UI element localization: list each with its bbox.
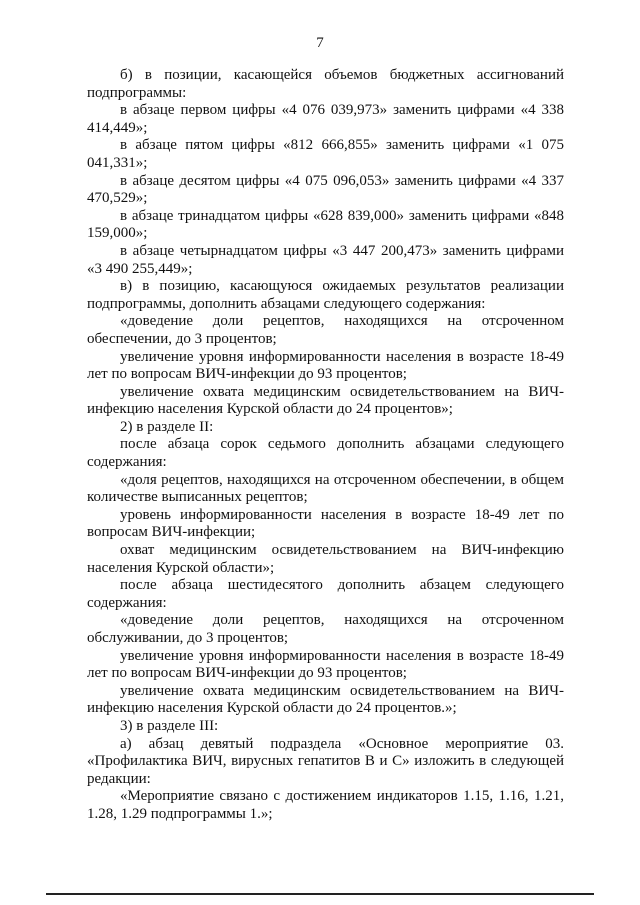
paragraph-result-coverage: увеличение охвата медицинским освидетельствованием на ВИЧ-инфекцию населения Курской области до 24 процентов.»; [87,682,564,717]
paragraph-coverage-increase: увеличение охвата медицинским освидетельствованием на ВИЧ-инфекцию населения Курской области до 24 процентов»; [87,383,564,418]
paragraph-after-60: после абзаца шестидесятого дополнить абзацем следующего содержания: [87,577,564,611]
page-number: 7 [316,35,324,51]
paragraph-section-iii: 3) в разделе III: [120,717,219,734]
paragraph-result-prescriptions: «доведение доли рецептов, находящихся на отсроченном обслуживании, до 3 процентов; [87,612,564,646]
paragraph-awareness-increase: увеличение уровня информированности населения в возрасте 18-49 лет по вопросам ВИЧ-инфекции до 93 процентов; [87,348,564,383]
paragraph-expected-results: в) в позицию, касающуюся ожидаемых результатов реализации подпрограммы, дополнить абзацами следующего содержания: [87,278,564,312]
paragraph-result-awareness: увеличение уровня информированности населения в возрасте 18-49 лет по вопросам ВИЧ-инфекции до 93 процентов; [87,647,564,682]
paragraph-budget-position: б) в позиции, касающейся объемов бюджетных ассигнований подпрограммы: [87,67,564,101]
document-body [87,67,564,824]
paragraph-amendment-thirteenth: в абзаце тринадцатом цифры «628 839,000» заменить цифрами «848 159,000»; [87,207,564,242]
paragraph-after-47: после абзаца сорок седьмого дополнить абзацами следующего содержания: [87,436,564,471]
paragraph-indicator-prescriptions: «доля рецептов, находящихся на отсроченном обеспечении, в общем количестве выписанных рецептов; [87,471,564,506]
paragraph-amendment-fifth: в абзаце пятом цифры «812 666,855» заменить цифрами «1 075 041,331»; [87,137,564,171]
paragraph-prescriptions-share: «доведение доли рецептов, находящихся на отсроченном обеспечении, до 3 процентов; [87,313,564,347]
paragraph-indicators-link: «Мероприятие связано с достижением индикаторов 1.15, 1.16, 1.21, 1.28, 1.29 подпрограммы 1.»; [87,788,564,822]
paragraph-indicator-coverage: охват медицинским освидетельствованием на ВИЧ-инфекцию населения Курской области»; [87,542,564,576]
paragraph-amendment-first: в абзаце первом цифры «4 076 039,973» заменить цифрами «4 338 414,449»; [87,102,564,136]
paragraph-subsection-ninth: а) абзац девятый подраздела «Основное мероприятие 03. «Профилактика ВИЧ, вирусных гепатитов В и С» изложить в следующей редакции: [87,735,564,787]
paragraph-amendment-tenth: в абзаце десятом цифры «4 075 096,053» заменить цифрами «4 337 470,529»; [87,172,564,207]
paragraph-indicator-awareness: уровень информированности населения в возрасте 18-49 лет по вопросам ВИЧ-инфекции; [87,506,564,541]
paragraph-section-ii: 2) в разделе II: [120,418,214,435]
bottom-rule [46,893,594,895]
paragraph-amendment-fourteenth: в абзаце четырнадцатом цифры «3 447 200,473» заменить цифрами «3 490 255,449»; [87,242,564,277]
